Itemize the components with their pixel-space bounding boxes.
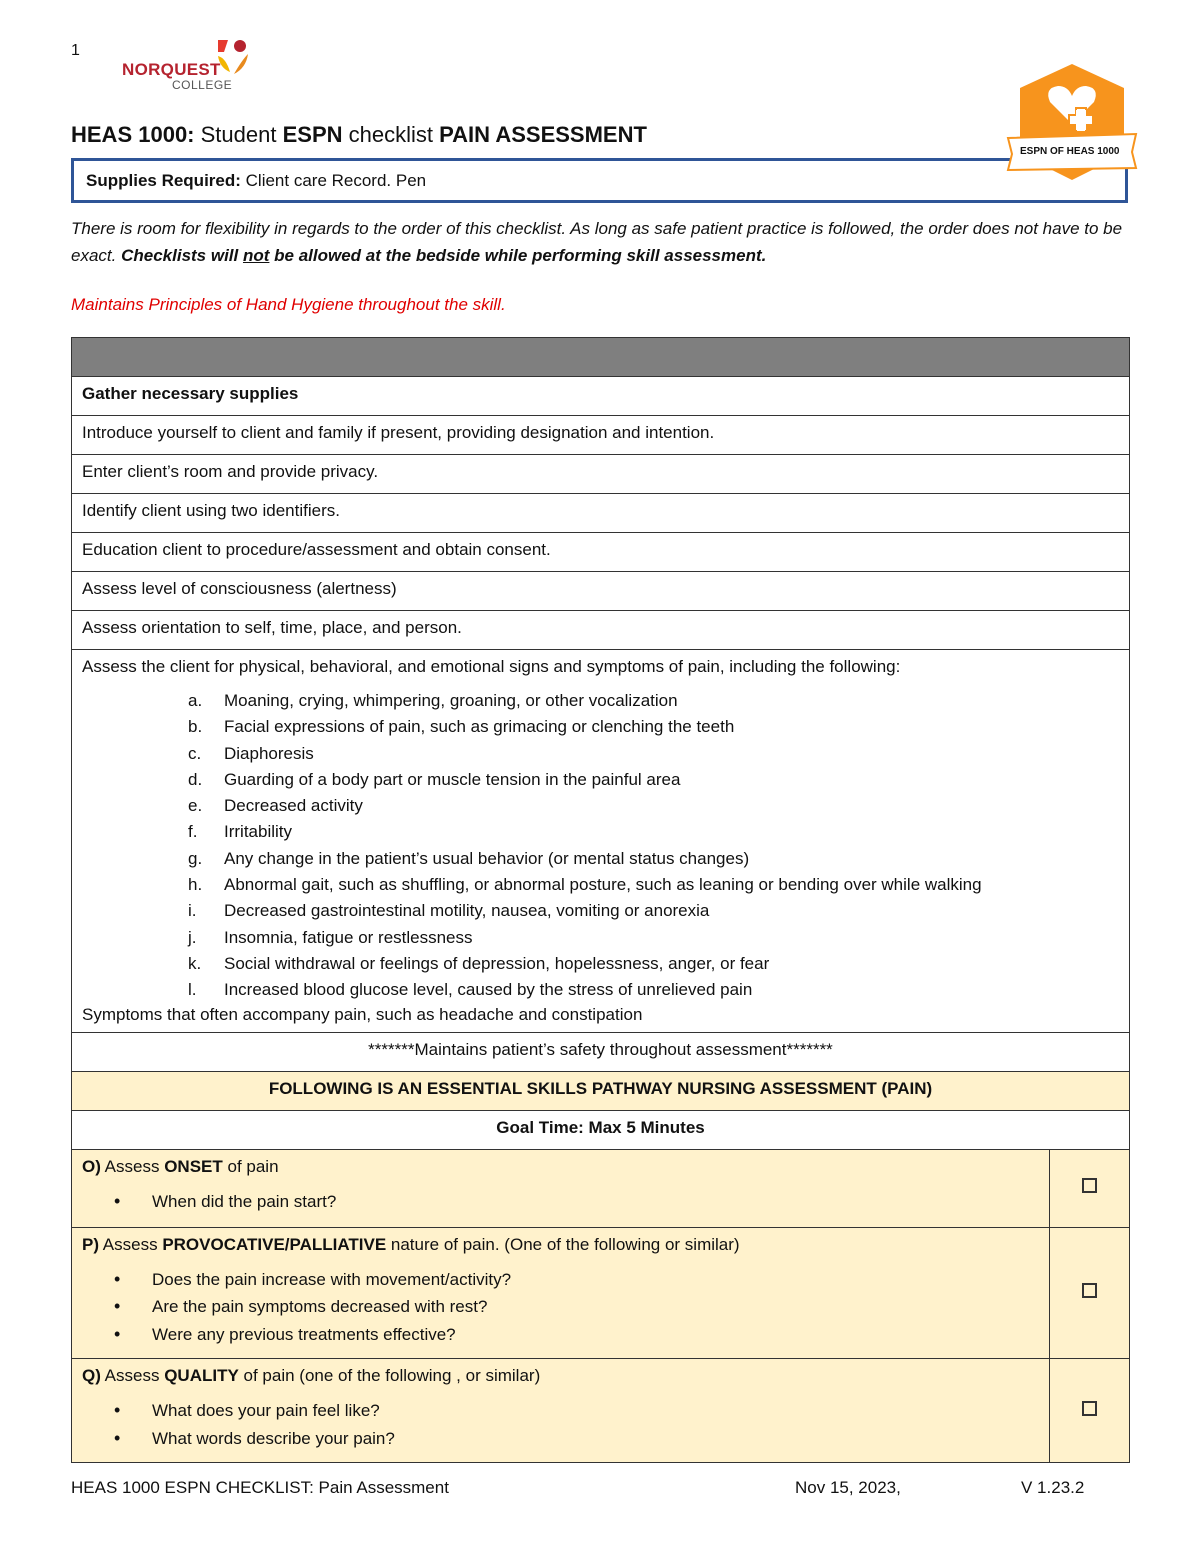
hand-hygiene-note: Maintains Principles of Hand Hygiene throughout the skill. [71, 295, 506, 314]
table-row: Enter client’s room and provide privacy. [72, 455, 1130, 494]
pain-signs-row [72, 650, 1130, 1033]
signs-footer: Symptoms that often accompany pain, such as headache and constipation [82, 1004, 643, 1024]
checkbox[interactable] [1082, 1283, 1097, 1298]
table-row: Assess orientation to self, time, place, and person. [72, 611, 1130, 650]
sign-item: e. Decreased activity [188, 796, 363, 816]
signs-intro: Assess the client for physical, behavioral, and emotional signs and symptoms of pain, including the following: [82, 657, 901, 676]
badge-hexagon-icon [1004, 62, 1140, 182]
badge-text: ESPN OF HEAS 1000 [1020, 146, 1120, 157]
safety-row: *******Maintains patient’s safety throughout assessment******* [72, 1032, 1130, 1071]
table-header [72, 338, 1130, 377]
assessment-text: O) Assess ONSET of pain • When did the pain start? [72, 1149, 1050, 1227]
essential-heading: FOLLOWING IS AN ESSENTIAL SKILLS PATHWAY NURSING ASSESSMENT (PAIN) [72, 1071, 1130, 1110]
question-item: • When did the pain start? [114, 1188, 1039, 1216]
goal-time: Goal Time: Max 5 Minutes [72, 1110, 1130, 1149]
espn-badge [1004, 62, 1140, 182]
sign-item: l. Increased blood glucose level, caused by the stress of unrelieved pain [188, 980, 753, 1000]
footer-date: Nov 15, 2023, [795, 1478, 901, 1497]
assessment-row [72, 1227, 1130, 1359]
assessment-text: Q) Assess QUALITY of pain (one of the following , or similar) • What does your pain feel like? • What words describe your pain? [72, 1359, 1050, 1463]
checklist-table [71, 337, 1130, 1463]
question-item: • What does your pain feel like? [114, 1397, 1039, 1425]
sign-item: a. Moaning, crying, whimpering, groaning, or other vocalization [188, 691, 678, 710]
sign-item: h. Abnormal gait, such as shuffling, or abnormal posture, such as leaning or bending over while walking [188, 875, 982, 895]
checkbox-cell [1050, 1227, 1130, 1359]
question-item: • Does the pain increase with movement/activity? [114, 1266, 1039, 1294]
table-row: Education client to procedure/assessment and obtain consent. [72, 533, 1130, 572]
logo-sub: COLLEGE [172, 78, 233, 92]
sign-item: g. Any change in the patient’s usual behavior (or mental status changes) [188, 848, 750, 868]
logo-emblem-icon [216, 38, 250, 76]
sign-item: k. Social withdrawal or feelings of depression, hopelessness, anger, or fear [188, 953, 770, 973]
table-row: Gather necessary supplies [72, 377, 1130, 416]
footer-version: V 1.23.2 [1021, 1478, 1085, 1497]
question-item: • What words describe your pain? [114, 1425, 1039, 1453]
norquest-logo [108, 32, 263, 104]
page-title: HEAS 1000: Student ESPN checklist PAIN ASSESSMENT [71, 122, 647, 147]
assessment-text: P) Assess PROVOCATIVE/PALLIATIVE nature of pain. (One of the following or similar) • Does the pain increase with movement/activity? • Are the pain symptoms decreased with rest? • Were any previous treatments effective? [72, 1227, 1050, 1359]
assessment-row [72, 1359, 1130, 1463]
sign-item: d. Guarding of a body part or muscle tension in the painful area [188, 769, 681, 789]
sign-item: i. Decreased gastrointestinal motility, nausea, vomiting or anorexia [188, 901, 710, 921]
question-item: • Were any previous treatments effective? [114, 1321, 1039, 1349]
question-item: • Are the pain symptoms decreased with rest? [114, 1293, 1039, 1321]
checkbox-cell [1050, 1359, 1130, 1463]
table-row: Introduce yourself to client and family if present, providing designation and intention. [72, 416, 1130, 455]
footer-title: HEAS 1000 ESPN CHECKLIST: Pain Assessment [71, 1478, 449, 1497]
supplies-required: Supplies Required: Client care Record. Pen [71, 158, 1128, 203]
sign-item: b. Facial expressions of pain, such as grimacing or clenching the teeth [188, 717, 735, 737]
checkbox-cell [1050, 1149, 1130, 1227]
intro-text: There is room for flexibility in regards to the order of this checklist. As long as safe patient practice is followed, the order does not have to be exact. Checklists will not be allowed at the bedside while performing skill assessment. [71, 219, 1123, 265]
assessment-row [72, 1149, 1130, 1227]
page-number: 1 [71, 42, 80, 59]
sign-item: j. Insomnia, fatigue or restlessness [188, 927, 473, 947]
checkbox[interactable] [1082, 1178, 1097, 1193]
sign-item: c. Diaphoresis [188, 743, 314, 763]
table-row: Assess level of consciousness (alertness) [72, 572, 1130, 611]
signs-list [188, 688, 1119, 1004]
checkbox[interactable] [1082, 1401, 1097, 1416]
logo-name: NORQUEST [122, 60, 221, 79]
sign-item: f. Irritability [188, 822, 293, 842]
table-row: Identify client using two identifiers. [72, 494, 1130, 533]
